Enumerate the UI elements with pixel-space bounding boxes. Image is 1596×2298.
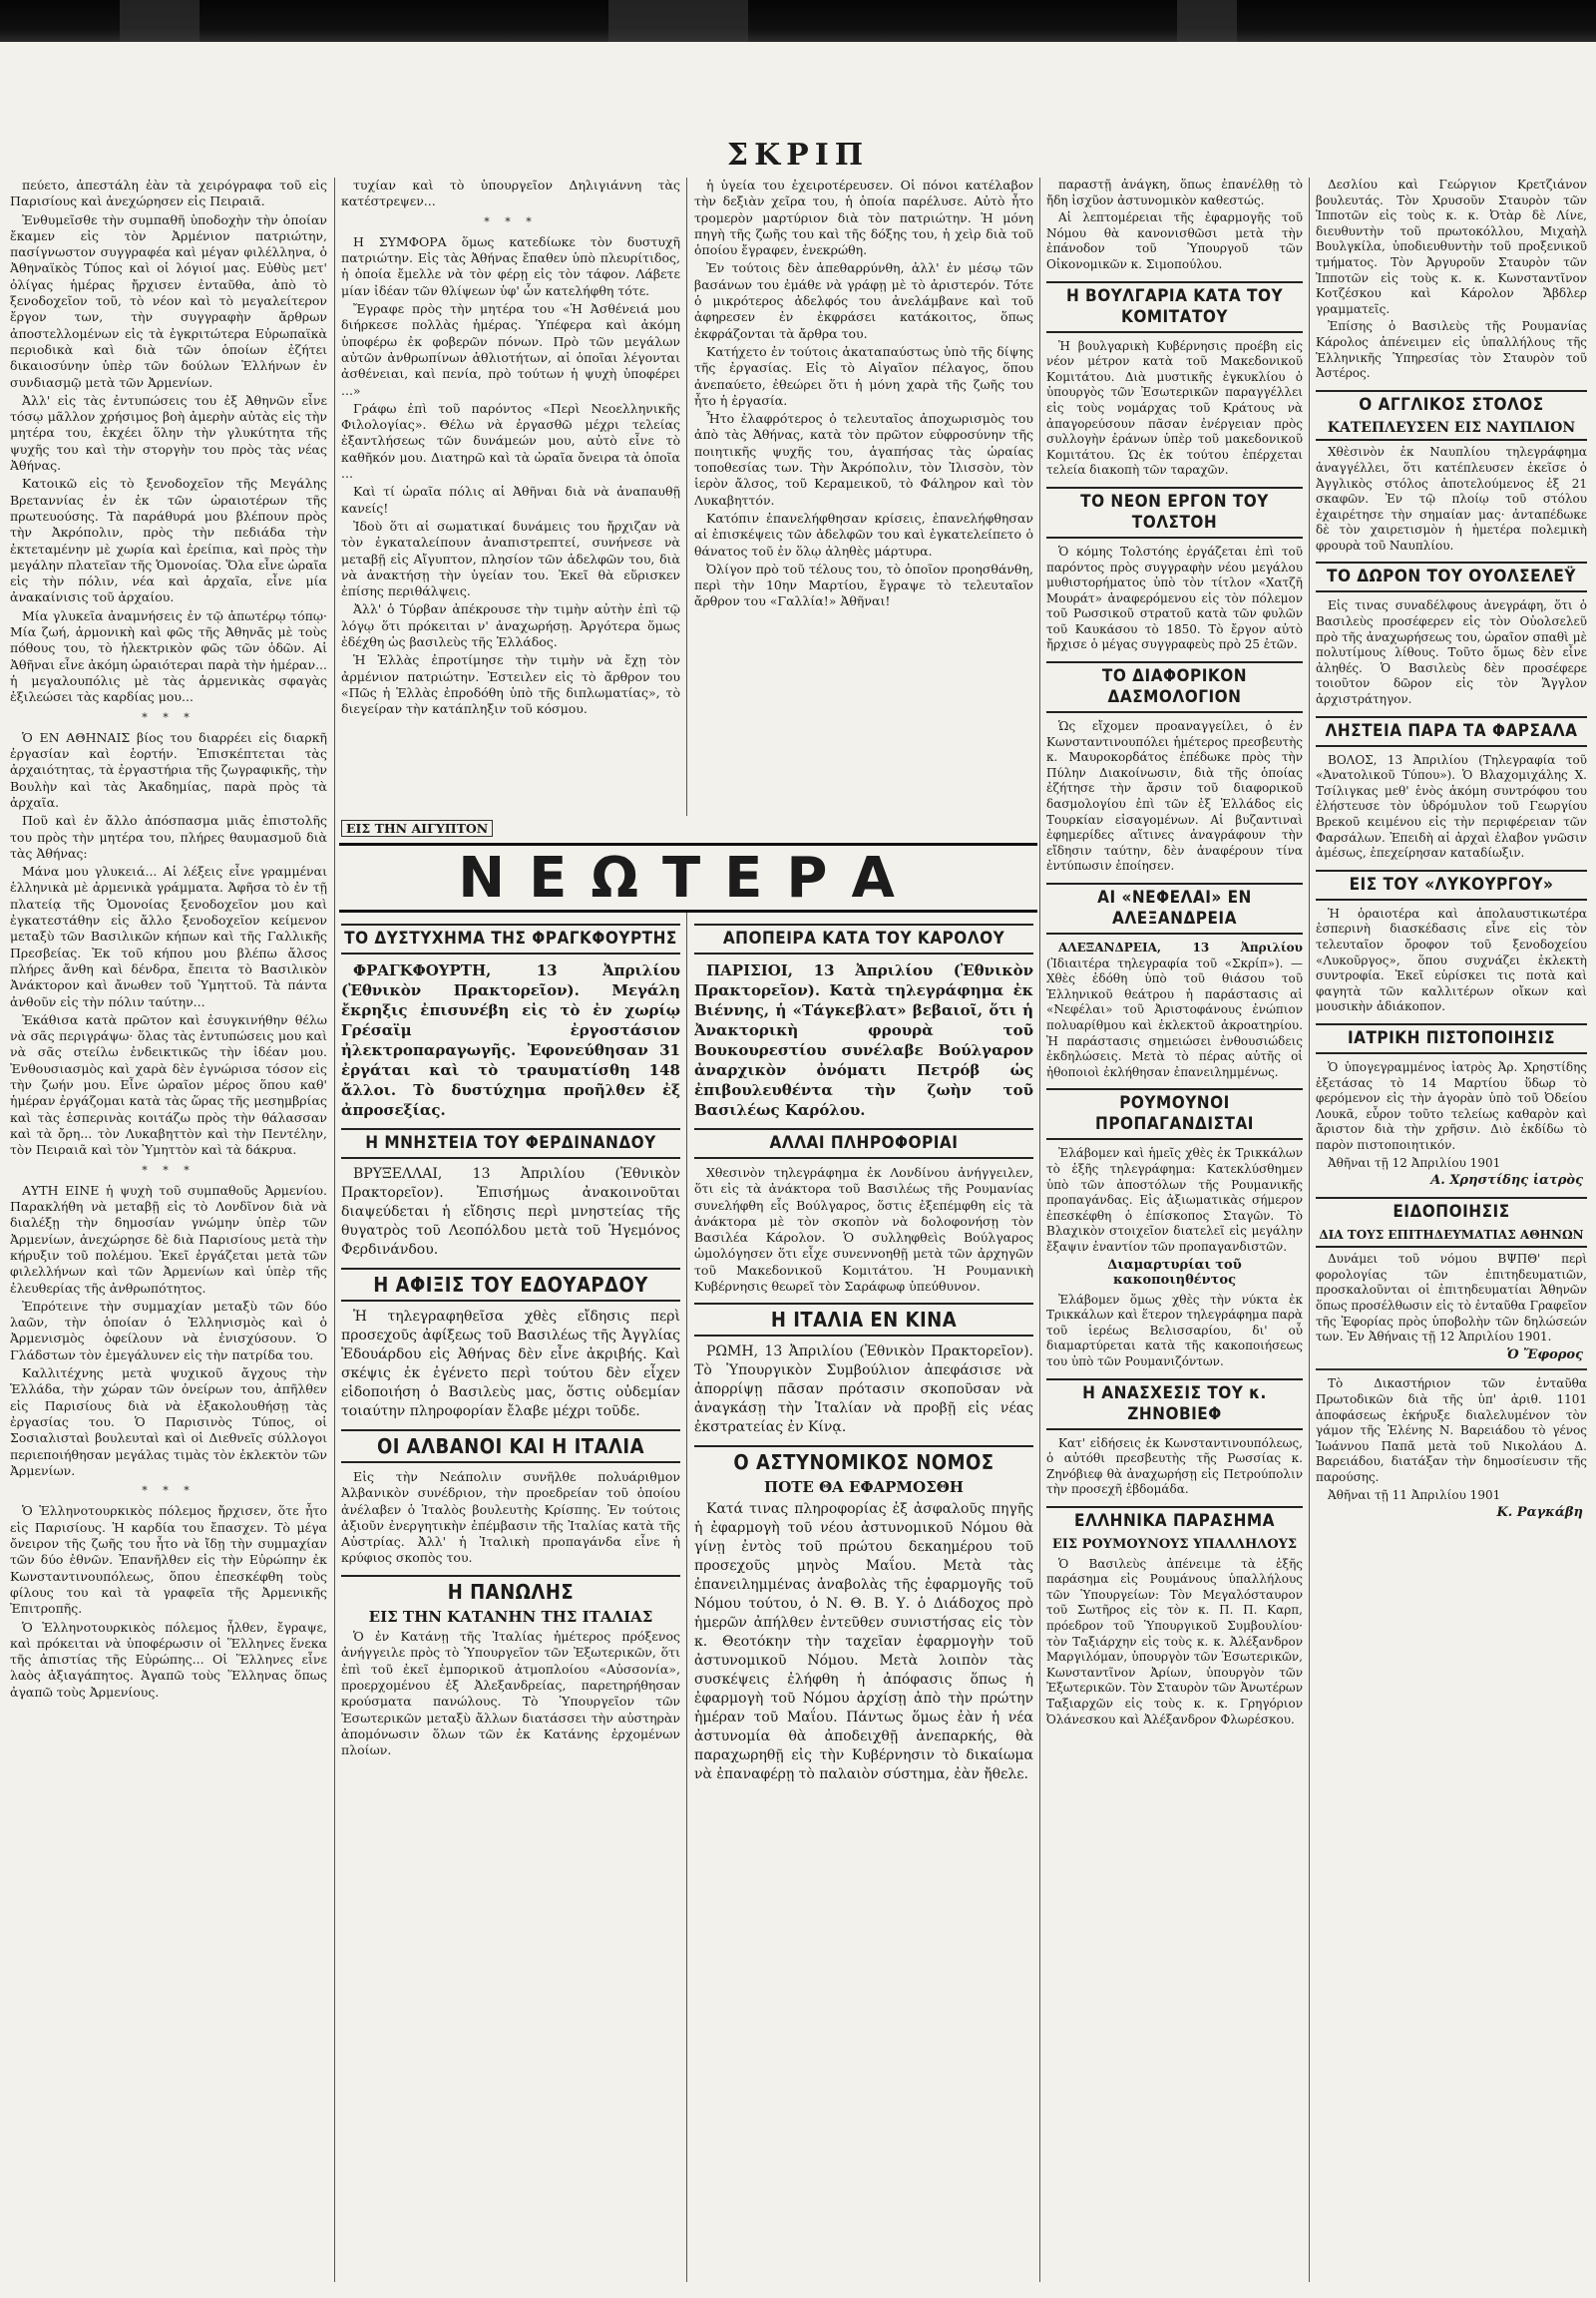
separator: * * * [142, 1163, 196, 1177]
article-headline: ΕΙΔΟΠΟΙΗΣΙΣ [1316, 1197, 1587, 1226]
separator: * * * [142, 1484, 196, 1498]
paragraph: Κατά τινας πληροφορίας ἐξ ἀσφαλοῦς πηγῆς ἡ ἐφαρμογὴ τοῦ νέου ἀστυνομικοῦ Νόμου θὰ γίνῃ ἐντὸς τοῦ πρώτου δεκαημέρου τοῦ προσεχοῦς μηνὸς Μαΐου. Μετὰ τὰς ἐπανειλημμένας ἀναβολὰς τῆς ἐφαρμογῆς τοῦ Νόμου τούτου, ὁ Ν. Θ. Β. Υ. ὁ Διάδοχος πρὸ ἡμερῶν ἀπήλθεν ἐντεῦθεν συνιστήσας εἰς τὸν κ. Θεοτόκην τὴν ταχεῖαν ἐφαρμογὴν τοῦ ἀστυνομικοῦ Νόμου. Μετὰ λοιπὸν τὰς συσκέψεις ἐλήφθη ἡ ἀπόφασις ὅπως ἡ ἐφαρμογὴ τοῦ Νόμου ἀρχίσῃ ἀπὸ τὴν πρώτην ἡμέραν τοῦ Μαΐου. Πάντως ὅμως ἐὰν ἡ νέα ἀστυνομία θὰ ἀποδειχθῇ ἀνεπαρκής, θὰ παραχωρηθῇ εἰς τὴν Κυβέρνησιν τὸ δικαίωμα νὰ ἐπαναφέρῃ τὸ παλαιὸν σύστημα, ἐὰν ἤθελε. [694, 1500, 1033, 1782]
column-2-upper [341, 178, 680, 816]
paragraph: Ἰδοὺ ὅτι αἱ σωματικαί δυνάμεις του ἤρχιζαν νὰ τὸν ἐγκαταλείπουν ἀναπιστρεπτεί, συνήνεσε νὰ μεταβῇ εἰς Αἴγυπτον, πλησίον τῶν ἀδελφῶν του, διὰ νὰ ἀνακτήσῃ τὴν ὑγείαν του. Ἐκεῖ θὰ εὕρισκεν ἐπίσης περιθάλψεις. [341, 518, 680, 599]
paragraph: Κατ' εἰδήσεις ἐκ Κωνσταντινουπόλεως, ὁ αὐτόθι πρεσβευτὴς τῆς Ρωσσίας κ. Ζηνόβιεφ θὰ ἀναχωρήσῃ εἰς Πετρούπολιν τὴν προσεχῆ ἑβδομάδα. [1046, 1435, 1303, 1497]
article-headline: Η ΒΟΥΛΓΑΡΙΑ ΚΑΤΑ ΤΟΥ ΚΟΜΙΤΑΤΟΥ [1046, 281, 1303, 333]
paragraph: Ἀλλ' ὁ Τύρβαν ἀπέκρουσε τὴν τιμὴν αὐτὴν ἐπὶ τῷ λόγῳ ὅτι πρόκειται ν' ἀναχωρήσῃ. Ἀργότερα ὅμως ἐδέχθη ὡς βασιλεὺς τῆς Ἑλλάδος. [341, 601, 680, 650]
article-headline: ΛΗΣΤΕΙΑ ΠΑΡΑ ΤΑ ΦΑΡΣΑΛΑ [1316, 716, 1587, 747]
paragraph: Ἔγραφε πρὸς τὴν μητέρα του «Ἡ Ἀσθένειά μου διήρκεσε πολλὰς ἡμέρας. Ὑπέφερα καὶ ἀκόμη ὑποφέρω ἐκ φοβερῶν πόνων. Πρὸ τῶν μεγάλων αὐτῶν ἀνθρωπίνων ἀθλιοτήτων, αἱ ὁποῖαι λέγονται ἀσθένειαι, καὶ πενία, πρὸ τούτων ἡ ψυχὴ ὑποφέρει ...» [341, 301, 680, 398]
article-subheadline: ΕΙΣ ΡΟΥΜΟΥΝΟΥΣ ΥΠΑΛΛΗΛΟΥΣ [1051, 1537, 1298, 1553]
article-headline: ΟΙ ΑΛΒΑΝΟΙ ΚΑΙ Η ΙΤΑΛΙΑ [341, 1429, 680, 1463]
paragraph: Δυνάμει τοῦ νόμου ΒΨΠΘ' περὶ φορολογίας τῶν ἐπιτηδευματιῶν, προσκαλοῦνται οἱ ἐπιτηδευματίαι Ἀθηνῶν ὅπως προσέλθωσιν εἰς τὸ ἐνταῦθα Γραφεῖον τῆς Ἐφορίας πρὸς ὑποβολὴν τῶν δηλώσεών των. Ἐν Ἀθήναις τῇ 12 Ἀπριλίου 1901. [1316, 1252, 1587, 1344]
paragraph: ΒΡΥΞΕΛΛΑΙ, 13 Ἀπριλίου (Ἐθνικὸν Πρακτορεῖον). Ἐπισήμως ἀνακοινοῦται διαψεύδεται ἡ εἴδησις περὶ μνηστείας τῆς θυγατρὸς τοῦ Λεοπόλδου μετὰ τοῦ Ἡγεμόνος Φερδινάνδου. [341, 1166, 680, 1258]
divider [1316, 1368, 1587, 1370]
paragraph: πεύετο, ἀπεστάλη ἐὰν τὰ χειρόγραφα τοῦ εἰς Παρισίους καὶ ἀνεχώρησεν εἰς Πειραιᾶ. [10, 178, 327, 209]
column-rule [1039, 178, 1040, 2282]
paragraph: Ὁ Ἑλληνοτουρκικὸς πόλεμος ἦλθεν, ἔγραψε, καὶ πρόκειται νὰ ὑποφέρωσιν οἱ Ἕλληνες ἕνεκα τῆς ἀπιστίας τῆς Εὐρώπης... Οἱ Ἕλληνες εἶνε λαὸς ἀξιαγάπητος. Ἀγαπῶ τοὺς Ἕλληνας ὅπως ἀγαπῶ τοὺς Ἀρμενίους. [10, 1619, 327, 1700]
article-subheadline: ΚΑΤΕΠΛΕΥΣΕΝ ΕΙΣ ΝΑΥΠΛΙΟΝ [1316, 421, 1587, 442]
paragraph: Ὁ Ἑλληνοτουρκικὸς πόλεμος ἤρχισεν, ὅτε ἦτο εἰς Παρισίους. Ἡ καρδία του ἔπασχεν. Τὸ μέγα ὄνειρον τῆς ζωῆς του ἦτο νὰ ἴδῃ τὴν συμμαχίαν τῶν δύο ἐθνῶν. Ἐπανῆλθεν εἰς τὴν Εὐρώπην ἐκ Κωνσταντινουπόλεως, ὅπου ἐπεσκέφθη τοὺς φίλους του καὶ τὰ γραφεῖα τῆς Ἀρμενικῆς Ἐπιτροπῆς. [10, 1503, 327, 1617]
article-headline: ΙΑΤΡΙΚΗ ΠΙΣΤΟΠΟΙΗΣΙΣ [1316, 1023, 1587, 1054]
paragraph: Ἐπίσης ὁ Βασιλεὺς τῆς Ρουμανίας Κάρολος ἀπένειμεν εἰς ὑπαλλήλους τῆς Ἑλληνικῆς Ὑπηρεσίας τὸν Σταυρὸν τοῦ Ἀστέρος. [1316, 319, 1587, 381]
paragraph: Ἦτο ἐλαφρότερος ὁ τελευταῖος ἀποχωρισμὸς του ἀπὸ τὰς Ἀθήνας, κατὰ τὸν πρῶτον εὐφροσύνην τῆς ποιητικῆς ψυχῆς του, ἀγαπήσας τὰς ὡραίας τοποθεσίας των. Τὴν Ἀκρόπολιν, τὸν Ἰλισσὸν, τὸν ἱερὸν ἄλσος, τοῦ Κεραμεικοῦ, τὸ Φάληρον καὶ τὸν Λυκαβηττόν. [694, 411, 1033, 508]
article-headline: Η ΠΑΝΩΛΗΣ [341, 1575, 680, 1607]
paragraph-date: Ἀθῆναι τῇ 11 Ἀπριλίου 1901 [1328, 1487, 1501, 1502]
column-rule [334, 178, 335, 2282]
latest-news-left [341, 916, 680, 2282]
paragraph: Ὁ ὑπογεγραμμένος ἰατρὸς Ἀρ. Χρηστίδης ἐξετάσας τὸ 14 Μαρτίου ὕδωρ τὸ φερόμενον εἰς τὴν ἀγορὰν ὑπὸ τοῦ Ὀδείου Λουκᾶ, εὗρον τοῦτο τελείως καθαρὸν καὶ ἄριστον διὰ τὴν χρῆσιν. Διὸ ἐκδίδω τὸ παρὸν πιστοποιητικόν. [1316, 1059, 1587, 1152]
separator: * * * [142, 710, 196, 724]
dateline: ΑΛΕΞΑΝΔΡΕΙΑ, 13 Ἀπριλίου [1058, 941, 1303, 955]
paragraph: Καὶ τί ὡραῖα πόλις αἱ Ἀθῆναι διὰ νὰ ἀναπαυθῇ κανείς! [341, 484, 680, 516]
paragraph: Γράφω ἐπὶ τοῦ παρόντος «Περὶ Νεοελληνικῆς Φιλολογίας». Θέλω νὰ ἐργασθῶ μέχρι τελείας ἐξαντλήσεως τῶν δυνάμεών μου, αὐτὸ εἶνε τὸ καθῆκόν μου. Διατηρῶ καὶ τὰ ὠραῖα ὄνειρα τὰ ὁποῖα ... [341, 400, 680, 482]
signature: Κ. Ραγκάβη [1496, 1505, 1583, 1521]
paragraph: Η ΣΥΜΦΟΡΑ ὅμως κατεδίωκε τὸν δυστυχῆ πατριώτην. Εἰς τὰς Ἀθήνας ἔπαθεν ὑπὸ πλευρίτιδος, ἡ ὁποία ἔμελλε νὰ τὸν φέρῃ εἰς τὸν τάφον. Λάβετε μίαν ἰδέαν τῶν θλίψεων ὑφ' ὧν κατελήφθη τότε. [341, 233, 680, 298]
paragraph: Ὁ ΕΝ ΑΘΗΝΑΙΣ βίος του διαρρέει εἰς διαρκῆ ἐργασίαν καὶ ἑορτήν. Ἐπισκέπτεται τὰς ἀρχαιότητας, τὰ ἐργαστήρια τῆς ζωγραφικῆς, τὴν Βουλὴν καὶ τὰς Ἀκαδημίας, παρὰ πρὸς τὰ ἀρχαῖα. [10, 729, 327, 810]
paragraph: Ἡ ὁραιοτέρα καὶ ἀπολαυστικωτέρα ἑσπερινὴ διασκέδασις εἶνε εἰς τὸν τελευταῖον ὄροφον τοῦ ξενοδοχείου «Λυκοῦργος», ὅπου συχνάζει ἐκλεκτὴ συντροφία. Ἐκεῖ εὑρίσκει τις ποτὰ καὶ φαγητὰ τῶν καλλιτέρων οἴκων καὶ μουσικὴν ἀδιάκοπον. [1316, 906, 1587, 1014]
column-3-upper [694, 178, 1033, 816]
paragraph: ΒΟΛΟΣ, 13 Ἀπριλίου (Τηλεγραφία τοῦ «Ἀνατολικοῦ Τύπου»). Ὁ Βλαχομιχάλης Χ. Τσίλιγκας μεθ' ἑνὸς ἀκόμη συντρόφου του ἐλήστευσε τὸν ὑδρόμυλον τοῦ Γεωργίου Βρεκοῦ κειμένου εἰς τὴν περιφέρειαν τῶν Φαρσάλων. Ἐπειδὴ αἱ ἀρχαὶ ἐλαβον γνῶσιν ἀμέσως, ἐπεχείρησαν καταδίωξιν. [1316, 752, 1587, 861]
article-headline: ΤΟ ΔΩΡΟΝ ΤΟΥ ΟΥΟΛΣΕΛΕΫ [1316, 562, 1587, 592]
paragraph: Ὡς εἴχομεν προαναγγείλει, ὁ ἐν Κωνσταντινουπόλει ἡμέτερος πρεσβευτὴς κ. Μαυροκορδάτος ἐπέδωκε πρὸς τὴν Πύλην Διακοίνωσιν, διὰ τῆς ὁποίας ἐζήτησε τὴν ἄρσιν τοῦ διαφορικοῦ δασμολογίου ἐπὶ τῶν ἐξ Ἑλλάδος εἰς Τουρκίαν εἰσαγομένων. Αἱ βυζαντιναὶ ἐφημερίδες αἵτινες ἀναγράφουν τὴν εἴδησιν ταύτην, δὲν ἀναφέρουν τίνα ἐντύπωσιν ἐποίησεν. [1046, 719, 1303, 874]
scan-top-edge [0, 0, 1596, 42]
separator: * * * [484, 214, 538, 228]
paragraph-text: (Ἰδιαιτέρα τηλεγραφία τοῦ «Σκρίπ»). — Χθὲς ἐδόθη ὑπὸ τοῦ θιάσου τοῦ Ἑλληνικοῦ θεάτρου ἡ παράστασις αἱ «Νεφέλαι» τοῦ Ἀριστοφάνους ἐνώπιον πολυαρίθμου καὶ ἐκλεκτοῦ ἀκροατηρίου. Ἡ παράστασις σημειώσει ἐνθουσιώδεις ἐκδηλώσεις. Μετὰ τὸ πέρας αὐτῆς οἱ ἠθοποιοὶ ἐκλήθησαν ἐπανειλημμένως. [1046, 956, 1303, 1079]
banner-title: ΝΕΩΤΕΡΑ [458, 845, 919, 911]
article-headline: Ο ΑΓΓΛΙΚΟΣ ΣΤΟΛΟΣ [1316, 390, 1587, 419]
article-lede: ΦΡΑΓΚΦΟΥΡΤΗ, 13 Ἀπριλίου (Ἐθνικὸν Πρακτορεῖον). Μεγάλη ἔκρηξις ἐπισυνέβη εἰς τὸ ἐν χωρίῳ Γρέσαϊμ ἐργοστάσιον ἠλεκτροπαραγωγῆς. Ἐφονεύθησαν 31 ἐργάται καὶ τὸ τραυματίσθη 148 ἄλλοι. Τὸ δυστύχημα προῆλθεν ἐξ ἀπροσεξίας. [341, 961, 680, 1119]
paragraph: Χθὲσινὸν ἐκ Ναυπλίου τηλεγράφημα ἀναγγέλλει, ὅτι κατέπλευσεν ἐκεῖσε ὁ Ἀγγλικὸς στόλος ἀποτελούμενος ἐξ 21 σκαφῶν. Ἐν τῷ πλοίῳ τοῦ στόλου ἐχαιρέτησε τὴν σημαίαν μας· ἀνταπέδωκε δὲ τὸν χαιρετισμὸν ἡ ἡμετέρα πολεμικὴ φρουρὰ τοῦ Ναυπλίου. [1316, 445, 1587, 553]
article-subheadline: Διαμαρτυρίαι τοῦ κακοποιηθέντος [1107, 1257, 1242, 1289]
article-subheadline: ΔΙΑ ΤΟΥΣ ΕΠΙΤΗΔΕΥΜΑΤΙΑΣ ΑΘΗΝΩΝ [1316, 1228, 1587, 1249]
article-headline: Ο ΑΣΤΥΝΟΜΙΚΟΣ ΝΟΜΟΣ [694, 1445, 1033, 1477]
paragraph [1046, 941, 1303, 1080]
paragraph: Ἀλλ' εἰς τὰς ἐντυπώσεις του ἐξ Ἀθηνῶν εἶνε τόσῳ μᾶλλον χρήσιμος βοὴ ἀμερὴν αὐτὰς εἰς τὴν μητέρα του, ἐκχέει ὅλην τὴν γλυκύτητα τῆς ψυχῆς του καὶ τὴν στοργὴν του πρὸς τὰς νέας Ἀθήνας. [10, 392, 327, 474]
paragraph: Ἡ Ἑλλὰς ἐπροτίμησε τὴν τιμὴν νὰ ἔχῃ τὸν ἀρμένιον πατριώτην. Ἐστειλεν εἰς τὸ ἄρθρον του «Πῶς ἡ Ἑλλὰς ἐπροδόθη ὑπὸ τῆς διπλωματίας», τὸ διεγείραν τὴν κατάπληξιν τοῦ κόσμου. [341, 652, 680, 717]
masthead: ΣΚΡΙΠ [726, 138, 870, 173]
article-subheadline: ΠΟΤΕ ΘΑ ΕΦΑΡΜΟΣΘΗ [764, 1478, 964, 1497]
paragraph: Ποῦ καὶ ἐν ἄλλο ἀπόσπασμα μιᾶς ἐπιστολῆς του πρὸς τὴν μητέρα του, πλήρες θαυμασμοῦ διὰ τὰς Ἀθήνας: [10, 813, 327, 861]
article-headline: Η ΙΤΑΛΙΑ ΕΝ ΚΙΝΑ [694, 1303, 1033, 1337]
article-headline: ΑΛΛΑΙ ΠΛΗΡΟΦΟΡΙΑΙ [694, 1128, 1033, 1159]
paragraph: ΡΩΜΗ, 13 Ἀπριλίου (Ἐθνικὸν Πρακτορεῖον). Τὸ Ὑπουργικὸν Συμβούλιον ἀπεφάσισε νὰ ἀπορρίψῃ πᾶσαν πρότασιν σκοποῦσαν νὰ ἀναγκάσῃ τὴν Ἰταλίαν νὰ προβῇ εἰς νέας ἐκστρατείας ἐν Κίνᾳ. [694, 1343, 1033, 1436]
article-headline: ΕΙΣ ΤΟΥ «ΛΥΚΟΥΡΓΟΥ» [1316, 870, 1587, 901]
article-headline: ΡΟΥΜΟΥΝΟΙ ΠΡΟΠΑΓΑΝΔΙΣΤΑΙ [1046, 1088, 1303, 1140]
paragraph-date: Ἀθῆναι τῇ 12 Ἀπριλίου 1901 [1328, 1155, 1501, 1170]
article-headline: ΕΛΛΗΝΙΚΑ ΠΑΡΑΣΗΜΑ [1046, 1506, 1303, 1535]
paragraph: Ὀλίγον πρὸ τοῦ τέλους του, τὸ ὁποῖον προησθάνθη, περὶ τὴν 10ην Μαρτίου, ἔγραψε τὸ τελευταῖον ἄρθρον του «Γαλλία!» Ἀθῆναι! [694, 561, 1033, 609]
article-headline: ΑΙ «ΝΕΦΕΛΑΙ» ΕΝ ΑΛΕΞΑΝΔΡΕΙΑ [1046, 883, 1303, 935]
paragraph: Ὁ κόμης Τολστόης ἐργάζεται ἐπὶ τοῦ παρόντος πρὸς συγγραφὴν νέου μεγάλου μυθιστορήματος ὑπὸ τὸν τίτλον «Χατζῆ Μουράτ» ἀναφερόμενου εἰς τὸν πόλεμον τοῦ Ρωσσικοῦ στρατοῦ κατὰ τῶν φυλῶν τοῦ Καυκάσου τὸ 1850. Τὸ ἔργον αὐτὸ ἤρχισε ὁ μέγας συγγραφεὺς πρὸ 25 ἐτῶν. [1046, 544, 1303, 652]
column-rule [1309, 178, 1310, 2282]
signature: Α. Χρηστίδης ἰατρὸς [1430, 1173, 1583, 1189]
paragraph: ΑΥΤΗ ΕΙΝΕ ἡ ψυχὴ τοῦ συμπαθοῦς Ἀρμενίου. Παρακλήθη νὰ μεταβῇ εἰς τὸ Λονδῖνον διὰ νὰ διαλέξῃ τὴν δημοσίαν γνώμην ὑπὲρ τῶν Ἀρμενίων, ἀνεχώρησε δὲ διὰ Παρισίους μετὰ τὴν κήρυξιν τοῦ πολέμου. Ἐκεῖ ἐργάζεται μετὰ τῶν φιλελλήνων καὶ τῶν Ἀρμενίων καὶ ὑπὲρ τῆς ἐλευθερίας τῆς ἀνθρωπότητος. [10, 1182, 327, 1296]
paragraph: παραστῇ ἀνάγκη, ὅπως ἐπανέλθῃ τὸ ἤδη ἰσχῦον ἀστυνομικὸν καθεστώς. [1046, 178, 1303, 207]
article-headline: Η ΑΝΑΣΧΕΣΙΣ ΤΟΥ κ. ΖΗΝΟΒΙΕΦ [1046, 1378, 1303, 1430]
paragraph: Αἱ λεπτομέρειαι τῆς ἐφαρμογῆς τοῦ Νόμου θὰ κανονισθῶσι μετὰ τὴν ἐπάνοδον τοῦ Ὑπουργοῦ τῶν Οἰκονομικῶν κ. Σιμοπούλου. [1046, 210, 1303, 271]
paragraph: Ἐλάβομεν καὶ ἡμεῖς χθὲς ἐκ Τρικκάλων τὸ ἑξῆς τηλεγράφημα: Κατεκλύσθημεν ὑπὸ τῶν ἀποστόλων τῆς Ρουμανικῆς προπαγάνδας. Εἰς ἀξιωματικὰς σήμερον ἐπεσκέφθη ὁ ἐπίσκοπος Σταγῶν. Τὸ Βλαχικὸν στοιχεῖον διατελεῖ εἰς μεγάλην ἔξαψιν ἐναντίον τῶν προπαγανδιστῶν. [1046, 1146, 1303, 1254]
article-subheadline: ΕΙΣ ΤΗΝ ΚΑΤΑΝΗΝ ΤΗΣ ΙΤΑΛΙΑΣ [368, 1607, 653, 1626]
paragraph: Ἐν τούτοις δὲν ἀπεθαρρύνθη, ἀλλ' ἐν μέσῳ τῶν βασάνων του ἐμάθε νὰ γράφῃ μὲ τὸ ἀριστερόν. Τότε ὁ μικρότερος ἀδελφός του ἀνελάμβανε καὶ τοῦ ἀφηρεσεν ἐν ἐκφράσει κατάκοιτος, ὅπως ἐκφράζονται τὰ ἄρθρα του. [694, 260, 1033, 341]
column-4 [1046, 178, 1303, 2287]
paragraph: ἡ ὑγεία του ἐχειροτέρευσεν. Οἱ πόνοι κατέλαβον τὴν δεξιὰν χεῖρα του, ἡ ὁποία παρέλυσε. Αὐτὸ ἦτο τρομερὸν μαρτύριον διὰ τὸν πατριώτην. Ἡ μόνη πηγὴ τῆς ζωῆς του καὶ τῆς δόξης του, ἡ χεὶρ διὰ τοῦ ὁποίου ἔγραφεν, ἐνεκρώθη. [694, 178, 1033, 258]
paragraph: Δεσλίου καὶ Γεώργιον Κρετζιάνον βουλευτάς. Τὸν Χρυσοῦν Σταυρὸν τῶν Ἱπποτῶν εἰς τοὺς κ. κ. Ὀτὰρ δὲ Λίνε, διευθυντὴν τοῦ πρωτοκόλλου, Μιχαὴλ Βουλγκίλα, ὑποδιευθυντὴν τοῦ προξενικοῦ τμήματος. Τὸν Ἀργυροῦν Σταυρὸν τῶν Ἱπποτῶν εἰς τοὺς κ. κ. Κωνσταντῖνον Κοτζέσκου καὶ Κάρολον Ἄβδλερ γραμματεῖς. [1316, 178, 1587, 316]
paragraph: Εἰς τινας συναδέλφους ἀνεγράφη, ὅτι ὁ Βασιλεὺς προσέφερεν εἰς τὸν Οὐολσελεῦ πρὸ τῆς ἀναχωρήσεως του, ὡραῖον σπαθὶ μὲ πολυτίμους λίθους. Τοῦτο ὅμως δὲν εἶνε ἀληθές. Ὁ Βασιλεὺς δὲν προσέφερε τοιοῦτον δῶρον εἰς τὸν Ἄγγλον ἀρχιστράτηγον. [1316, 598, 1587, 707]
paragraph: Ἡ τηλεγραφηθεῖσα χθὲς εἴδησις περὶ προσεχοῦς ἀφίξεως τοῦ Βασιλέως τῆς Ἀγγλίας Ἐδουάρδου εἰς Ἀθήνας δὲν εἶνε ἀκριβής. Καὶ σκέψις ἐκ ἐγένετο περὶ τούτου δὲν εἶχεν εἰδοποιήση ὁ Βασιλεὺς μας, ὅστις οὐδεμίαν τοιαύτην πληροφορίαν ἔλαβε μέχρι τοῦδε. [341, 1309, 680, 1419]
article-headline: Η ΑΦΙΞΙΣ ΤΟΥ ΕΔΟΥΑΡΔΟΥ [341, 1268, 680, 1302]
article-headline: Η ΜΝΗΣΤΕΙΑ ΤΟΥ ΦΕΡΔΙΝΑΝΔΟΥ [341, 1128, 680, 1159]
paragraph: Κατοικῶ εἰς τὸ ξενοδοχεῖον τῆς Μεγάλης Βρεταννίας ἐν ἐκ τῶν ὡραιοτέρων τῆς πρωτευούσης. Τὰ παράθυρά μου βλέπουν πρὸς τὴν Ἀκρόπολιν, πρὸς τὴν πεδιάδα τὴν ἐκτεταμένην μὲ χωρία καὶ ἐρείπια, καὶ πρὸς τὴν μεγάλην πλατεῖαν τῆς Ὁμονοίας. Ὅλα εἶνε ὡραῖα εἰς τὴν πόλιν, νέα καὶ ἀρχαῖα, εἶνε μία ἀνακαίνισις τοῦ ἀρχαίου. [10, 476, 327, 605]
column-rule [686, 178, 687, 816]
paragraph: Ὁ Βασιλεὺς ἀπένειμε τὰ ἑξῆς παράσημα εἰς Ρουμάνους ὑπαλλήλους τῶν Ὑπουργείων: Τὸν Μεγαλόσταυρον τοῦ Σωτῆρος εἰς τὸν κ. Π. Π. Καρπ, πρόεδρον τοῦ Ὑπουργικοῦ Συμβουλίου· τὸν Ταξιάρχην εἰς τοὺς κ. κ. Ἀλέξανδρον Μαργιλόμαν, ὑπουργὸν τῶν Ἐσωτερικῶν, Κωνσταντῖνον Ἀρίων, ὑπουργὸν τῶν Ἐξωτερικῶν. Τὸν Σταυρὸν τῶν Ἀνωτέρων Ταξιαρχῶν εἰς τοὺς κ. κ. Γρηγόριον Ὀλάνεσκου καὶ Ἀλέξανδρον Φλωρέσκου. [1046, 1556, 1303, 1726]
paragraph: Εἰς τὴν Νεάπολιν συνῆλθε πολυάριθμον Ἀλβανικὸν συνέδριον, τὴν προεδρείαν τοῦ ὁποίου ἀνέλαβεν ὁ Ἰταλὸς βουλευτὴς Κρίσπης. Ἐν τούτοις ἀξιοῦν ἐνεργητικὴν ἐπέμβασιν τῆς Ἰταλίας κατὰ τῆς Αὐστρίας. Ἀλλ' ἡ Ἰταλικὴ προπαγάνδα εἶνε ἡ κρύφιος σκοπὸς του. [341, 1469, 680, 1566]
paragraph: Χθεσινὸν τηλεγράφημα ἐκ Λονδίνου ἀνήγγειλεν, ὅτι εἰς τὰ ἀνάκτορα τοῦ Βασιλέως τῆς Ρουμανίας συνελήφθη εἷς Βούλγαρος, ὅστις ἐξεπέμφθη εἰς τὰ ἀνάκτορα μὲ τὸν σκοπὸν νὰ δολοφονήσῃ τὸν Βασιλέα Κάρολον. Ὁ συλληφθεὶς Βούλγαρος ὡμολόγησεν ὅτι εἶχε συνεννοηθῇ μετὰ τῶν ἀρχηγῶν τοῦ Μακεδονικοῦ Κομιτάτου. Ἡ Ρουμανικὴ Κυβέρνησις θεωρεῖ τὸν Σαράφωφ ὑπεύθυνον. [694, 1165, 1033, 1295]
column-rule [686, 913, 687, 2282]
paragraph: Ὁ ἐν Κατάνῃ τῆς Ἰταλίας ἡμέτερος πρόξενος ἀνήγγειλε πρὸς τὸ Ὑπουργεῖον τῶν Ἐξωτερικῶν, ὅτι ἐπὶ τοῦ ἐκεῖ ἐμπορικοῦ ἀτμοπλοίου «Αὐσσονία», προερχομένου ἐξ Ἀλεξανδρείας, παρετηρήθησαν κρούσματα πανώλους. Τὸ Ὑπουργεῖον τῶν Ἐσωτερικῶν μεταξὺ ἄλλων διατάσσει τὴν αὐστηρὰν ἀπομόνωσιν ὅλων τῶν ἐκ Κατάνης ἐρχομένων πλοίων. [341, 1629, 680, 1758]
article-headline: ΑΠΟΠΕΙΡΑ ΚΑΤΑ ΤΟΥ ΚΑΡΟΛΟΥ [694, 924, 1033, 955]
latest-news-banner [339, 843, 1037, 913]
paragraph: Ἐπρότεινε τὴν συμμαχίαν μεταξὺ τῶν δύο λαῶν, τὴν ὁποίαν ὁ Ἑλληνισμὸς καὶ ὁ Ἀρμενισμὸς ὀφείλουν νὰ ἐνισχύσουν. Ὁ Γλάδστων τὸν ἐμεγάλυνεν εἰς τὴν πατρίδα του. [10, 1298, 327, 1362]
paragraph: Μάνα μου γλυκειά... Αἱ λέξεις εἶνε γραμμέναι ἑλληνικὰ μὲ ἀρμενικὰ γράμματα. Ἀφῆσα τὸ ἐν τῇ πλατείᾳ τῆς Ὁμονοίας ξενοδοχεῖον μου καὶ ἐγκατεστάθην εἰς ἄλλο ξενοδοχεῖον κείμενον μεταξὺ τῶν Βασιλικῶν κήπων καὶ τῆς Γαλλικῆς Πρεσβείας. Ἐκ τοῦ κήπου μου βλέπω ἄλσος πλήρες ἄνθη καὶ δένδρα, ἔπειτα τὸ Βασιλικὸν Ἀνάκτορον καὶ ἄνωθεν τοῦ Ὑμηττοῦ. Τὰ πάντα ἀνθοῦν εἰς τὴν πόλιν ταύτην... [10, 864, 327, 1009]
paragraph: Ἐκάθισα κατὰ πρῶτον καὶ ἐσυγκινήθην θέλω νὰ σᾶς περιγράψω· ὅλας τὰς ἐντυπώσεις μου καὶ νὰ σᾶς στείλω ἐνδεικτικῶς τὴν ἰδέαν μου. Ἐνθουσιασμὸς καὶ χαρὰ δὲν ἐγνώρισα τόσον εἰς τὴν ζωήν μου. Εἶνε ὡραῖον μέρος ὅπου καθ' ἡμέραν ἐργάζομαι κατὰ τὰς ὥρας τῆς μεσημβρίας καὶ τὰς ἑσπερινὰς κοιτάζω πρὸς τὴν θάλασσαν καὶ τὰ ὄρη... τὸν Λυκαβηττὸν καὶ τὴν Πεντέλην, τὸν Πειραιᾶ καὶ τὸν Ὑμηττὸν καὶ τὰ δάκρυα. [10, 1011, 327, 1158]
article-lede: ΠΑΡΙΣΙΟΙ, 13 Ἀπριλίου (Ἐθνικὸν Πρακτορεῖον). Κατὰ τηλεγράφημα ἐκ Βιέννης, ἡ «Τάγκεβλατ» βεβαιοῖ, ὅτι ἡ Ἀνακτορικὴ φρουρὰ τοῦ Βουκουρεστίου συνέλαβε Βούλγαρον ἀναρχικὸν ὀνόματι Πετρόβ ὡς ἐπιβουλευθέντα τὴν ζωὴν τοῦ Βασιλέως Καρόλου. [694, 961, 1033, 1119]
paragraph: Τὸ Δικαστήριον τῶν ἐνταῦθα Πρωτοδικῶν διὰ τῆς ὑπ' ἀριθ. 1101 ἀποφάσεως ἐκήρυξε διαλελυμένον τὸν γάμον τῆς Ἑλένης Ν. Βαρειάδου τὸ γένος Ἰωάννου Παπᾶ μετὰ τοῦ Νικολάου Δ. Βαρειάδου, διατάξαν τὴν δημοσίευσιν τῆς παρούσης. [1316, 1376, 1587, 1484]
article-headline: ΤΟ ΝΕΟΝ ΕΡΓΟΝ ΤΟΥ ΤΟΛΣΤΟΗ [1046, 487, 1303, 539]
latest-news-right [694, 916, 1033, 2282]
paragraph: Καλλιτέχνης μετὰ ψυχικοῦ ἄγχους τὴν Ἑλλάδα, τὴν χώραν τῶν ὀνείρων του, ἀπῆλθεν εἰς Παρισίους διὰ νὰ ἐξακολουθήσῃ τὰς ἐργασίας του. Ὁ Παρισινὸς Τύπος, οἱ Σοσιαλισταὶ βουλευταὶ καὶ οἱ Διεθνεῖς σύλλογοι περιεποιήθησαν μεγάλας τιμὰς τὸν ἐκλεκτὸν τῶν Ἀρμενίων. [10, 1365, 327, 1478]
column-5 [1316, 178, 1587, 2287]
section-tab: ΕΙΣ ΤΗΝ ΑΙΓΥΠΤΟΝ [341, 820, 493, 837]
paragraph: Ἐνθυμεῖσθε τὴν συμπαθῆ ὑποδοχὴν τὴν ὁποίαν ἔκαμεν εἰς τὸν Ἀρμένιον πατριώτην, πασίγνωστον συγγραφέα καὶ μέγαν φιλέλληνα, ὁ Ἀθηναϊκὸς Τύπος καὶ οἱ λόγιοί μας. Εὐθὺς μετ' ὀλίγας ἡμέρας ἤρχισεν ἐνταῦθα, ἀπὸ τὸ ξενοδοχεῖον τοῦ, τὸ νέον καὶ τὸ μεγαλείτερον ἔργον των, τὴν συγγραφὴν ἄρθρων ἀποστελλομένων εἰς τὰ ἐγκριτώτερα Εὐρωπαϊκὰ περιοδικὰ καὶ διὰ τῶν ὁποίων ἐζήτει δικαιοσύνην ὑπὲρ τῶν δούλων Ἑλλήνων ἐν συνδιασμῷ μετὰ τῶν Ἀρμενίων. [10, 211, 327, 390]
column-1 [10, 178, 327, 2287]
article-headline: ΤΟ ΔΙΑΦΟΡΙΚΟΝ ΔΑΣΜΟΛΟΓΙΟΝ [1046, 661, 1303, 713]
paragraph: Μία γλυκεῖα ἀναμνήσεις ἐν τῷ ἀπωτέρῳ τόπῳ· Μία ζωή, ἀρμονικὴ καὶ φῶς τῆς Ἀθηνᾶς μὲ τοὺς πόθους του, τὸ ἡλεκτρικὸν φῶς τῶν ὁδῶν. Αἱ Ἀθῆναι εἶνε ἀκόμη ὡραιότεραι παρὰ τὴν ἡμέραν... ἡ μεγαλουπόλις μὲ τὰς ἀρμενικὰς σφαγὰς ἐξιλεώσει τὰς καρδίας μου... [10, 607, 327, 705]
paragraph: Κατόπιν ἐπανελήφθησαν κρίσεις, ἐπανελήφθησαν αἱ ἐπισκέψεις τῶν ἀδελφῶν του καὶ ἐγκατελείπετο ὁ θάνατος τοῦ ἐν ὅλῳ ἀληθὲς μάρτυρα. [694, 510, 1033, 559]
signature: Ὁ Ἔφορος [1506, 1346, 1583, 1362]
paragraph: Ἡ βουλγαρικὴ Κυβέρνησις προέβη εἰς νέον μέτρον κατὰ τοῦ Μακεδονικοῦ Κομιτάτου. Διὰ μυστικῆς ἐγκυκλίου ὁ ὑπουργὸς τῶν Ἐσωτερικῶν παραγγέλλει εἰς τοὺς νομάρχας τοῦ Κράτους νὰ ἀπαγορεύσουν πᾶσαν ἐνέργειαν πρὸς συλλογὴν ἐράνων ὑπὲρ τοῦ μακεδονικοῦ Κομιτάτου. Ὡς ἐκ τούτου ἐπέρχεται τελεία διακοπὴ τῶν ταραχῶν. [1046, 338, 1303, 478]
article-headline: ΤΟ ΔΥΣΤΥΧΗΜΑ ΤΗΣ ΦΡΑΓΚΦΟΥΡΤΗΣ [341, 924, 680, 955]
paragraph: Κατήχετο ἐν τούτοις ἀκαταπαύστως ὑπὸ τῆς δίψης τῆς ἐργασίας. Εἰς τὸ Αἰγαῖον πέλαγος, ὅπου ἀνεπαύετο, ἐθεώρει ὅτι ἡ μόνη χαρὰ τῆς ζωῆς του ἦτο ἡ ἐργασία. [694, 343, 1033, 408]
paragraph: τυχίαν καὶ τὸ ὑπουργεῖον Δηλιγιάννη τὰς κατέστρεψεν... [341, 178, 680, 209]
paragraph: Ἐλάβομεν ὅμως χθὲς τὴν νύκτα ἐκ Τρικκάλων καὶ ἕτερον τηλεγράφημα παρὰ τοῦ ἱερέως Βελισσαρίου, δι' οὗ διαμαρτύρεται κατὰ τῆς κακοποιήσεως του ὑπὸ τῶν Ρουμανιζόντων. [1046, 1292, 1303, 1369]
